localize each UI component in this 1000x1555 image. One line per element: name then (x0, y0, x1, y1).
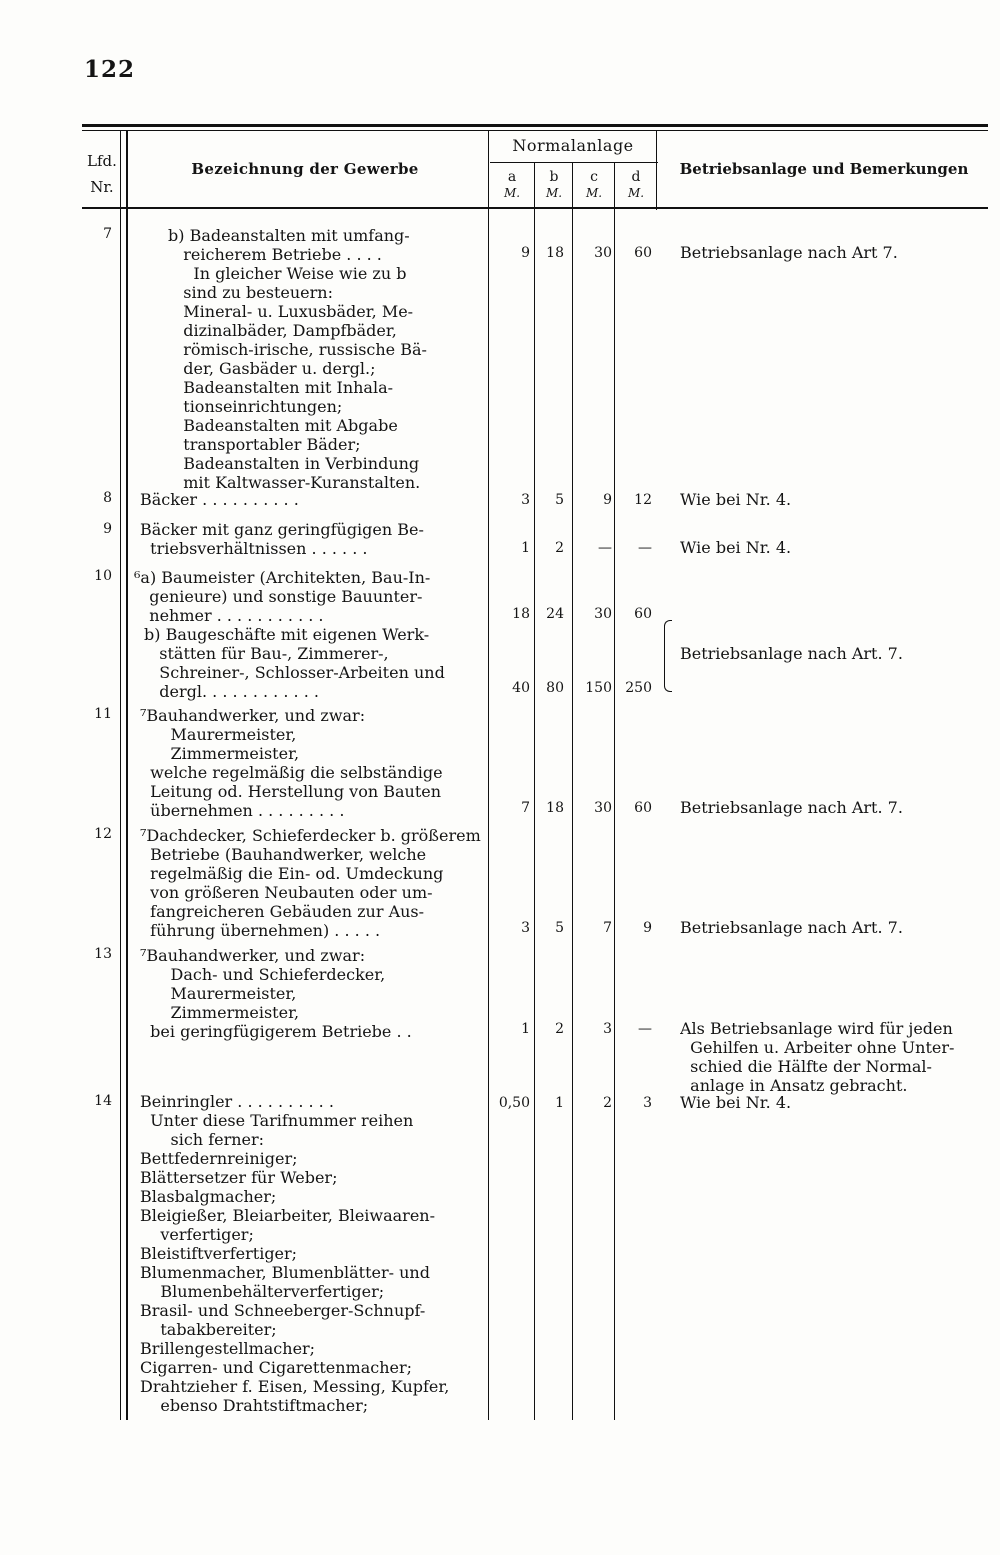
value-a-2: 40 (512, 680, 530, 696)
value-d: 60 (634, 245, 652, 261)
text-line: Zimmermeister, (140, 744, 300, 763)
text-line: bei geringfügigerem Betriebe . . (140, 1022, 412, 1041)
row-number: 10 (94, 568, 112, 584)
text-line: Betriebsanlage nach Art. 7. (680, 798, 903, 817)
text-line: übernehmen . . . . . . . . . (140, 801, 345, 820)
value-c: 3 (603, 1021, 612, 1037)
row-remark (680, 1019, 992, 1095)
header-lfd-line1: Lfd. (87, 152, 117, 170)
column-divider-c (572, 162, 573, 1420)
column-unit-c: M. (585, 186, 603, 200)
text-line: Blumenmacher, Blumenblätter- und (140, 1263, 430, 1282)
value-d: 12 (634, 492, 652, 508)
row-number: 9 (103, 521, 112, 537)
text-line: Wie bei Nr. 4. (680, 490, 792, 509)
value-c: 7 (603, 920, 612, 936)
text-line: der, Gasbäder u. dergl.; (168, 359, 376, 378)
text-line: dergl. . . . . . . . . . . . (144, 682, 319, 701)
row-description (140, 490, 485, 509)
text-line: führung übernehmen) . . . . . (140, 921, 381, 940)
text-line: nehmer . . . . . . . . . . . (134, 606, 324, 625)
header-lfd-line2: Nr. (90, 178, 114, 196)
row-remark (680, 243, 992, 262)
value-d-2: 250 (625, 680, 652, 696)
text-line: mit Kaltwasser-Kuranstalten. (168, 473, 421, 492)
text-line: Wie bei Nr. 4. (680, 538, 792, 557)
text-line: genieure) und sonstige Bauunter- (134, 587, 423, 606)
text-line: Bleistiftverfertiger; (140, 1244, 298, 1263)
text-line: anlage in Ansatz gebracht. (680, 1076, 908, 1095)
row-description (140, 946, 485, 1041)
value-b: 5 (555, 492, 564, 508)
value-a: 0,50 (498, 1095, 530, 1111)
row-number: 13 (94, 946, 112, 962)
text-line: Badeanstalten mit Inhala- (168, 378, 394, 397)
value-a: 1 (521, 540, 530, 556)
text-line: dizinalbäder, Dampfbäder, (168, 321, 397, 340)
text-line: Bettfedernreiniger; (140, 1149, 298, 1168)
row-number: 12 (94, 826, 112, 842)
text-line: b) Badeanstalten mit umfang- (168, 226, 410, 245)
value-d: 3 (643, 1095, 652, 1111)
row-description (140, 1092, 485, 1415)
value-a: 18 (512, 606, 530, 622)
text-line: Betriebsanlage nach Art. 7. (680, 644, 903, 663)
value-c: 30 (594, 245, 612, 261)
text-line: Maurermeister, (140, 725, 297, 744)
row-description-b (144, 625, 484, 701)
text-line: Als Betriebsanlage wird für jeden (680, 1019, 953, 1038)
column-letter-c: c (590, 169, 598, 185)
text-line: Betriebsanlage nach Art. 7. (680, 918, 903, 937)
text-line: Beinringler . . . . . . . . . . (140, 1092, 334, 1111)
text-line: sind zu besteuern: (168, 283, 333, 302)
row-number: 11 (94, 706, 112, 722)
text-line: Schreiner-, Schlosser-Arbeiten und (144, 663, 445, 682)
value-d: 60 (634, 800, 652, 816)
text-line: verfertiger; (140, 1225, 254, 1244)
value-c: 9 (603, 492, 612, 508)
column-letter-b: b (549, 169, 559, 185)
text-line: Bleigießer, Bleiarbeiter, Bleiwaaren- (140, 1206, 436, 1225)
text-line: Maurermeister, (140, 984, 297, 1003)
header-bottom-rule (82, 207, 988, 209)
text-line: In gleicher Weise wie zu b (168, 264, 407, 283)
column-divider-lfd (120, 130, 121, 1420)
header-bezeichnung: Bezeichnung der Gewerbe (191, 160, 419, 178)
row-remark (680, 1093, 992, 1112)
text-line: reicherem Betriebe . . . . (168, 245, 382, 264)
value-a: 3 (521, 492, 530, 508)
value-a: 7 (521, 800, 530, 816)
text-line: Blättersetzer für Weber; (140, 1168, 338, 1187)
text-line: Bäcker . . . . . . . . . . (140, 490, 299, 509)
text-line: von größeren Neubauten oder um- (140, 883, 433, 902)
row-remark (680, 918, 992, 937)
row-remark (680, 798, 992, 817)
text-line: ⁷Bauhandwerker, und zwar: (140, 706, 366, 725)
column-divider-bem (656, 130, 657, 210)
row-remark (680, 644, 992, 663)
table-top-rule (82, 124, 988, 127)
text-line: Drahtzieher f. Eisen, Messing, Kupfer, (140, 1377, 450, 1396)
value-a: 9 (521, 245, 530, 261)
text-line: Brasil- und Schneeberger-Schnupf- (140, 1301, 426, 1320)
text-line: Mineral- u. Luxusbäder, Me- (168, 302, 414, 321)
text-line: Badeanstalten in Verbindung (168, 454, 420, 473)
row-number: 14 (94, 1093, 112, 1109)
column-divider-d (614, 162, 615, 1420)
row-number: 8 (103, 490, 112, 506)
text-line: ⁷Bauhandwerker, und zwar: (140, 946, 366, 965)
text-line: Blasbalgmacher; (140, 1187, 277, 1206)
row-description (140, 520, 485, 558)
table-top-rule-thin (82, 130, 988, 131)
column-divider-b (534, 162, 535, 1420)
text-line: transportabler Bäder; (168, 435, 361, 454)
text-line: Betriebsanlage nach Art 7. (680, 243, 898, 262)
value-b-2: 80 (546, 680, 564, 696)
value-d: 60 (634, 606, 652, 622)
text-line: b) Baugeschäfte mit eigenen Werk- (144, 625, 430, 644)
row-description (134, 568, 484, 625)
text-line: regelmäßig die Ein- od. Umdeckung (140, 864, 444, 883)
text-line: Cigarren- und Cigarettenmacher; (140, 1358, 413, 1377)
text-line: Badeanstalten mit Abgabe (168, 416, 398, 435)
brace-bracket (664, 620, 672, 692)
column-letter-a: a (507, 169, 517, 185)
text-line: Bäcker mit ganz geringfügigen Be- (140, 520, 424, 539)
column-unit-b: M. (545, 186, 563, 200)
text-line: Brillengestellmacher; (140, 1339, 316, 1358)
text-line: ⁷Dachdecker, Schieferdecker b. größerem (140, 826, 481, 845)
text-line: welche regelmäßig die selbständige (140, 763, 443, 782)
text-line: Wie bei Nr. 4. (680, 1093, 792, 1112)
value-a: 1 (521, 1021, 530, 1037)
value-c-2: 150 (585, 680, 612, 696)
row-number: 7 (103, 226, 112, 242)
value-b: 5 (555, 920, 564, 936)
header-lfd (84, 148, 120, 200)
page-number: 122 (84, 56, 136, 83)
column-unit-d: M. (627, 186, 645, 200)
column-unit-a: M. (503, 186, 521, 200)
text-line: Zimmermeister, (140, 1003, 300, 1022)
value-b: 2 (555, 540, 564, 556)
row-remark (680, 490, 992, 509)
text-line: Leitung od. Herstellung von Bauten (140, 782, 442, 801)
text-line: römisch-irische, russische Bä- (168, 340, 427, 359)
text-line: Unter diese Tarifnummer reihen (140, 1111, 414, 1130)
value-a: 3 (521, 920, 530, 936)
text-line: ⁶a) Baumeister (Architekten, Bau-In- (134, 568, 431, 587)
text-line: Blumenbehälterverfertiger; (140, 1282, 385, 1301)
text-line: schied die Hälfte der Normal- (680, 1057, 932, 1076)
value-d: 9 (643, 920, 652, 936)
row-description (168, 226, 483, 492)
text-line: triebsverhältnissen . . . . . . (140, 539, 368, 558)
text-line: Betriebe (Bauhandwerker, welche (140, 845, 427, 864)
row-remark (680, 538, 992, 557)
value-d: — (638, 1021, 652, 1037)
value-b: 24 (546, 606, 564, 622)
value-b: 18 (546, 245, 564, 261)
value-c: 2 (603, 1095, 612, 1111)
text-line: fangreicheren Gebäuden zur Aus- (140, 902, 425, 921)
value-c: — (598, 540, 612, 556)
text-line: tionseinrichtungen; (168, 397, 343, 416)
value-b: 2 (555, 1021, 564, 1037)
value-b: 1 (555, 1095, 564, 1111)
column-letter-d: d (631, 169, 641, 185)
column-divider-bez (126, 130, 128, 1420)
header-betriebsanlage: Betriebsanlage und Bemerkungen (679, 160, 969, 178)
text-line: Dach- und Schieferdecker, (140, 965, 386, 984)
text-line: ebenso Drahtstiftmacher; (140, 1396, 369, 1415)
row-description (140, 706, 485, 820)
row-description (140, 826, 485, 940)
value-b: 18 (546, 800, 564, 816)
header-normalanlage: Normalanlage (512, 136, 634, 155)
text-line: Gehilfen u. Arbeiter ohne Unter- (680, 1038, 955, 1057)
value-c: 30 (594, 800, 612, 816)
value-c: 30 (594, 606, 612, 622)
text-line: tabakbereiter; (140, 1320, 277, 1339)
text-line: sich ferner: (140, 1130, 265, 1149)
column-divider-a (488, 130, 489, 1420)
value-d: — (638, 540, 652, 556)
normalanlage-rule (490, 162, 658, 163)
text-line: stätten für Bau-, Zimmerer-, (144, 644, 389, 663)
